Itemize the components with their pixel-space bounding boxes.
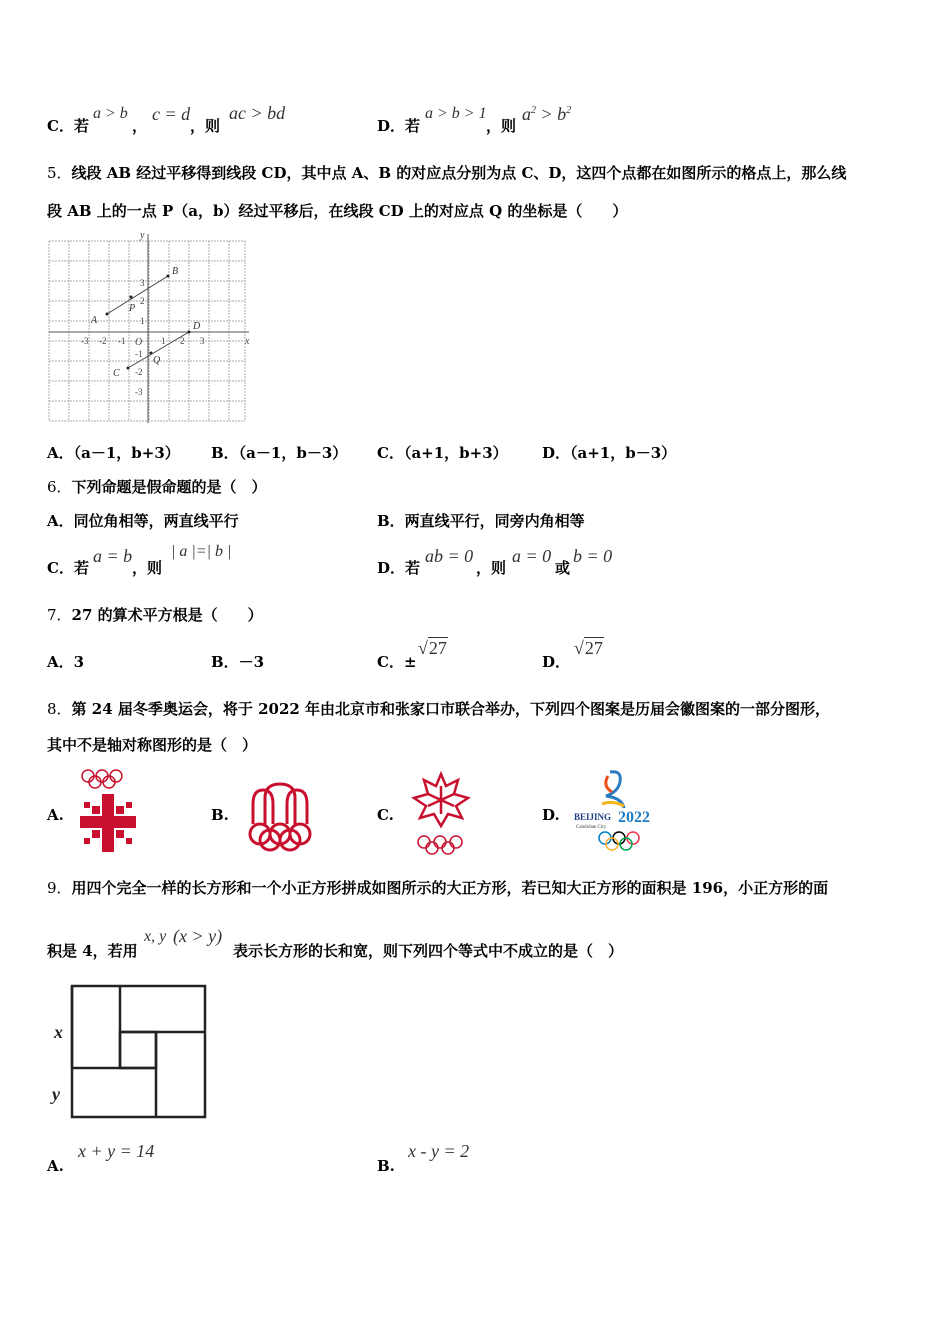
point-c: [127, 367, 130, 370]
label-d: D: [193, 321, 201, 332]
logo-montreal-rings: [243, 780, 317, 854]
y-tick: -3: [135, 387, 143, 397]
q4-c-result: ac > bd: [229, 103, 286, 123]
q5-option-c[interactable]: C．（a+1，b+3）: [377, 444, 508, 462]
q7-d-sqrt: √27: [574, 638, 603, 658]
q5-stem-line1: 5．线段 AB 经过平移得到线段 CD，其中点 A、B 的对应点分别为点 C、D，这四个点都在如图所示的格点上，那么线: [47, 164, 847, 182]
q5-number: 5．: [47, 164, 72, 182]
x-tick: 2: [180, 336, 185, 346]
olympic-rings-icon: [82, 770, 122, 788]
q8-stem-line1: 8．第 24 届冬季奥运会，将于 2022 年由北京市和张家口市联合举办，下列四个图案是历届会徽图案的一部分图形，: [47, 700, 831, 718]
label-c: C: [113, 368, 120, 379]
q9-b-expr: x - y = 2: [408, 1141, 470, 1161]
q5-stem-line2: 段 AB 上的一点 P（a，b）经过平移后，在线段 CD 上的对应点 Q 的坐标是（ ）: [47, 202, 628, 220]
y-tick: -2: [135, 367, 143, 377]
q6-c-result: | a |=| b |: [171, 543, 232, 560]
q6-d-then: ，则: [476, 559, 507, 577]
x-tick: -2: [99, 336, 107, 346]
q9-stem-line1: 9．用四个完全一样的长方形和一个小正方形拼成如图所示的大正方形，若已知大正方形的面积是 196，小正方形的面: [47, 879, 829, 897]
q5-option-a[interactable]: A．（a－1，b+3）: [47, 444, 180, 462]
x-tick: -1: [118, 336, 126, 346]
q9-expr-paren: (x > y): [173, 926, 223, 946]
point-b: [167, 275, 170, 278]
q8-stem-line2: 其中不是轴对称图形的是（ ）: [47, 736, 258, 754]
q9-square-figure: [48, 982, 210, 1122]
snowflake-icon: [80, 794, 136, 852]
q7-option-c[interactable]: C．±: [377, 653, 417, 671]
q5-coordinate-graph: [47, 228, 255, 424]
q4-c-cond1: a > b: [93, 105, 128, 122]
q4-d-result: $a^2 > b^2$: [522, 104, 572, 124]
q7-c-sqrt: √27: [418, 638, 447, 658]
q4-c-cond2: c = d: [152, 104, 191, 124]
q7-option-a[interactable]: A．3: [47, 653, 85, 671]
origin-label: O: [135, 337, 143, 348]
q6-number: 6．: [47, 478, 72, 496]
q6-option-c[interactable]: C．若: [47, 559, 89, 577]
point-a: [106, 313, 109, 316]
y-axis-label: y: [140, 230, 145, 241]
q4-d-cond: a > b > 1: [425, 105, 487, 122]
q6-option-b[interactable]: B．两直线平行，同旁内角相等: [377, 512, 585, 530]
q8-option-c[interactable]: C.: [377, 806, 394, 824]
logo-text-2022: 2022: [618, 809, 650, 826]
logo-sarajevo-snowflake: [76, 766, 140, 856]
segment-ab: [107, 276, 168, 314]
label-q: Q: [153, 355, 161, 366]
olympic-rings-icon: [418, 836, 462, 854]
point-p: [130, 296, 133, 299]
q5-grid: [49, 241, 245, 421]
q7-option-d[interactable]: D．: [542, 653, 571, 671]
q7-stem: 7．27 的算术平方根是（ ）: [47, 606, 263, 624]
q8-number: 8．: [47, 700, 72, 718]
fig-label-x: x: [54, 1022, 63, 1042]
x-tick: 3: [200, 336, 205, 346]
q5-option-d[interactable]: D．（a+1，b－3）: [542, 444, 677, 462]
q6-c-cond: a = b: [93, 546, 133, 566]
q6-option-d[interactable]: D．若: [377, 559, 421, 577]
x-tick: -3: [81, 336, 89, 346]
x-tick: 1: [161, 336, 166, 346]
q4-d-then: ，则: [486, 117, 517, 135]
y-tick: -1: [135, 349, 143, 359]
q6-stem: 6．下列命题是假命题的是（ ）: [47, 478, 267, 496]
q4-c-comma: ，: [132, 117, 148, 135]
label-p: P: [129, 303, 136, 314]
olympic-rings-icon: [599, 832, 639, 850]
y-tick: 1: [140, 316, 145, 326]
y-tick: 3: [140, 278, 145, 288]
q8-option-b[interactable]: B.: [211, 806, 229, 824]
q4-c-then: ，则: [190, 117, 221, 135]
logo-text-beijing: BEIJING: [574, 812, 612, 822]
q8-option-d[interactable]: D.: [542, 806, 560, 824]
q8-option-a[interactable]: A.: [47, 806, 64, 824]
q9-option-b[interactable]: B.: [377, 1157, 395, 1175]
label-b: B: [172, 266, 179, 277]
q9-number: 9．: [47, 879, 72, 897]
point-d: [188, 331, 191, 334]
q7-number: 7．: [47, 606, 72, 624]
q7-option-b[interactable]: B．－3: [211, 653, 265, 671]
q9-stem-line2a: 积是 4，若用: [47, 942, 138, 960]
logo-text-candidate: Candidate City: [576, 825, 607, 830]
q4-option-c-label: C．若: [47, 117, 89, 135]
q6-c-then: ，则: [132, 559, 163, 577]
q6-d-cond: ab = 0: [425, 546, 474, 566]
q4-option-d-label: D．若: [377, 117, 421, 135]
q9-stem-line2b: 表示长方形的长和宽，则下列四个等式中不成立的是（ ）: [233, 942, 624, 960]
q6-d-r2: b = 0: [573, 546, 613, 566]
logo-calgary-snowflake: [410, 770, 472, 856]
q5-option-b[interactable]: B．（a－1，b－3）: [211, 444, 348, 462]
logo-beijing-2022: [572, 766, 662, 856]
fig-label-y: y: [52, 1084, 60, 1104]
x-axis-label: x: [245, 336, 250, 347]
q9-expr: x, y: [144, 928, 167, 945]
q6-d-or: 或: [555, 559, 571, 577]
q4-option-d[interactable]: [377, 115, 420, 136]
q9-option-a[interactable]: A.: [47, 1157, 64, 1175]
q4-option-c[interactable]: [47, 115, 89, 136]
rectangles-outline: [72, 986, 205, 1117]
q9-a-expr: x + y = 14: [78, 1141, 155, 1161]
q6-d-r1: a = 0: [512, 546, 552, 566]
label-a: A: [91, 315, 98, 326]
q6-option-a[interactable]: A．同位角相等，两直线平行: [47, 512, 239, 530]
y-tick: 2: [140, 296, 145, 306]
snowflake-outline-icon: [414, 774, 468, 826]
